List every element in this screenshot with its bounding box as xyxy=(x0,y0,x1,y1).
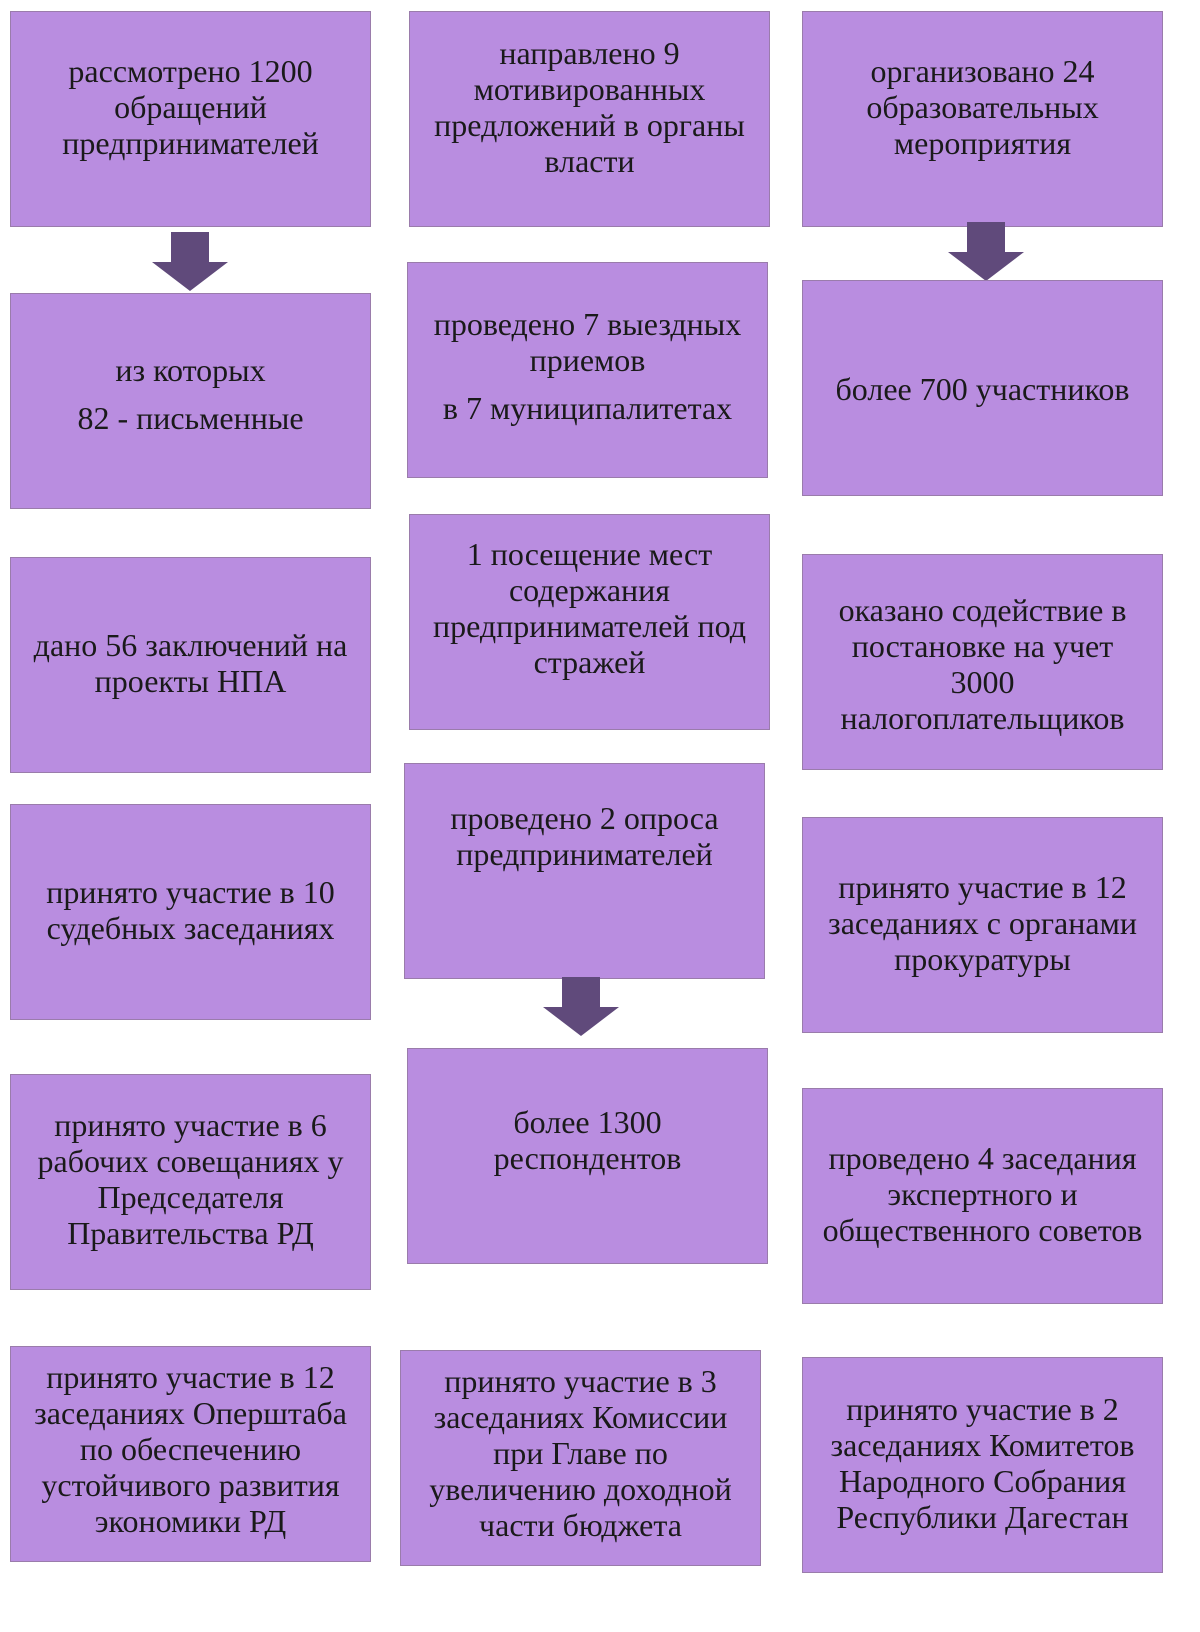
box-council-meetings xyxy=(802,1088,1163,1304)
box-prosecution-meetings xyxy=(802,817,1163,1033)
box-text-line: постановке на учет xyxy=(851,628,1114,665)
box-respondents xyxy=(407,1048,768,1264)
box-text-line: проведено 2 опроса xyxy=(450,800,719,837)
box-text-line: стражей xyxy=(533,643,646,680)
box-text-line: общественного советов xyxy=(822,1211,1143,1248)
box-working-meetings xyxy=(10,1074,371,1290)
box-text-line: Правительства РД xyxy=(67,1214,314,1251)
box-text-line: заседаниях с органами xyxy=(828,905,1137,942)
box-text-line: заседаниях Комитетов xyxy=(830,1427,1135,1464)
box-text-line: налогоплательщиков xyxy=(840,699,1125,736)
box-text-line: 3000 xyxy=(950,664,1015,700)
box-text-line: предпринимателей под xyxy=(432,608,747,644)
box-text-line: проведено 4 заседания xyxy=(828,1140,1137,1177)
box-court-sessions xyxy=(10,804,371,1020)
box-text-line: содержания xyxy=(508,572,671,609)
box-text-line: рабочих совещаниях у xyxy=(37,1143,344,1180)
box-text-line: экспертного и xyxy=(887,1176,1078,1213)
box-operational-headquarters xyxy=(10,1346,371,1562)
box-text-line: приемов xyxy=(529,342,646,379)
box-text-line: мероприятия xyxy=(893,124,1072,161)
box-text-line: принято участие в 2 xyxy=(846,1391,1119,1428)
box-detention-visit xyxy=(409,514,770,730)
box-text-line: экономики РД xyxy=(94,1502,287,1539)
box-text-line: предложений в органы xyxy=(434,107,745,143)
down-arrow-icon xyxy=(541,972,621,1038)
box-text-line: предпринимателей xyxy=(62,124,319,161)
box-motivated-proposals xyxy=(409,11,770,227)
box-text-line: проекты НПА xyxy=(94,663,287,699)
box-text-line: прокуратуры xyxy=(894,940,1071,977)
box-text-line: направлено 9 xyxy=(499,35,680,72)
box-field-receptions xyxy=(407,262,768,478)
box-npa-conclusions xyxy=(10,557,371,773)
box-text-line: в 7 муниципалитетах xyxy=(442,389,733,426)
box-text-line: 82 - письменные xyxy=(77,400,304,436)
box-tax-registration xyxy=(802,554,1163,770)
box-surveys xyxy=(404,763,765,979)
box-text-line: проведено 7 выездных xyxy=(433,306,742,343)
down-arrow-icon xyxy=(150,227,230,293)
box-participants xyxy=(802,280,1163,496)
box-text-line: судебных заседаниях xyxy=(46,910,335,946)
box-text-line: Народного Собрания xyxy=(839,1463,1126,1499)
box-text-line: принято участие в 12 xyxy=(838,869,1127,906)
box-text-line: оказано содействие в xyxy=(838,592,1127,629)
box-text-line: принято участие в 12 xyxy=(46,1359,335,1396)
box-text-line: обращений xyxy=(114,89,267,126)
box-text-line: образовательных xyxy=(866,89,1099,126)
box-educational-events xyxy=(802,11,1163,227)
box-text-line: 1 посещение мест xyxy=(466,536,713,573)
box-text-line: более 700 участников xyxy=(835,371,1130,408)
box-text-line: из которых xyxy=(115,352,266,389)
box-text-line: принято участие в 6 xyxy=(54,1107,327,1144)
box-text-line: респондентов xyxy=(493,1140,682,1176)
box-text-line: более 1300 xyxy=(513,1104,662,1141)
box-written-appeals xyxy=(10,293,371,509)
box-parliament-committees xyxy=(802,1357,1163,1573)
box-text-line: принято участие в 3 xyxy=(444,1363,717,1400)
box-text-line: принято участие в 10 xyxy=(46,874,335,911)
box-text-line: рассмотрено 1200 xyxy=(68,53,313,90)
box-text-line: Председателя xyxy=(97,1179,284,1215)
box-text-line: заседаниях Оперштаба xyxy=(34,1395,347,1432)
box-text-line: организовано 24 xyxy=(870,53,1095,90)
down-arrow-icon xyxy=(946,217,1026,283)
box-text-line: устойчивого развития xyxy=(41,1466,340,1503)
box-text-line: власти xyxy=(544,142,635,179)
box-budget-commission xyxy=(400,1350,761,1566)
box-text-line: предпринимателей xyxy=(456,836,713,872)
box-text-line: при Главе по xyxy=(493,1435,668,1472)
box-text-line: части бюджета xyxy=(479,1506,682,1543)
box-text-line: по обеспечению xyxy=(79,1431,302,1468)
box-text-line: мотивированных xyxy=(473,71,706,108)
box-text-line: Республики Дагестан xyxy=(836,1498,1129,1535)
box-text-line: заседаниях Комиссии xyxy=(433,1399,728,1436)
box-text-line: увеличению доходной xyxy=(429,1470,732,1507)
box-text-line: дано 56 заключений на xyxy=(33,627,348,664)
box-appeals-reviewed xyxy=(10,11,371,227)
